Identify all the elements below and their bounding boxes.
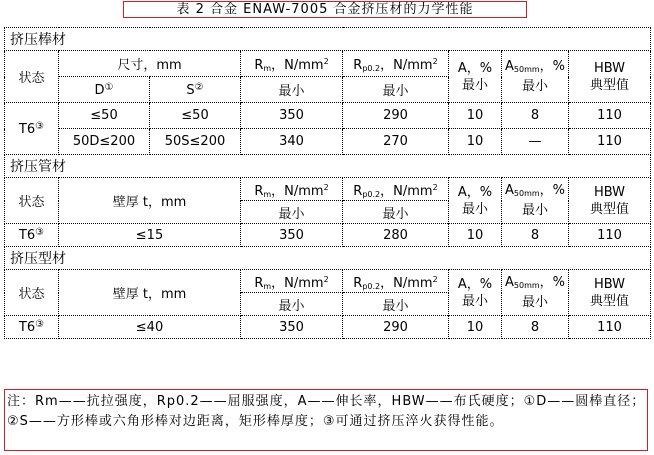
header-rm-min: 最小 [241, 201, 343, 224]
header-rp: Rp0.2，$N/mm^2$ [343, 270, 449, 293]
table-row [5, 129, 651, 155]
cell-rp: 270 [343, 129, 449, 155]
cell-state: T6③ [5, 316, 59, 339]
header-rp-min: 最小 [343, 201, 449, 224]
header-wall: 壁厚 t，mm [59, 178, 241, 224]
cell-rm: 350 [241, 103, 343, 129]
cell-a: 10 [449, 224, 502, 247]
header-rp: Rp0.2，$N/mm^2$ [343, 51, 449, 77]
header-rm: Rm，$N/mm^2$ [241, 178, 343, 201]
cell-rm: 350 [241, 316, 343, 339]
section-row-profile [5, 247, 651, 270]
header-wall: 壁厚 t，mm [59, 270, 241, 316]
header-row-1 [5, 51, 651, 77]
header-dimension: 尺寸，mm [59, 51, 241, 77]
cell-a: 10 [449, 103, 502, 129]
header-rm-min: 最小 [241, 293, 343, 316]
cell-a: 10 [449, 129, 502, 155]
table-row [5, 103, 651, 129]
cell-d: 50D≤200 [59, 129, 150, 155]
cell-state: T6③ [5, 103, 59, 155]
header-a: A，% 最小 [449, 270, 502, 316]
section-title-profile: 挤压型材 [5, 247, 651, 270]
cell-wall: ≤15 [59, 224, 241, 247]
cell-rp: 290 [343, 316, 449, 339]
header-s: S② [150, 77, 241, 103]
cell-s: ≤50 [150, 103, 241, 129]
header-a50: A50mm，% 最小 [502, 178, 569, 224]
cell-rp: 280 [343, 224, 449, 247]
header-a50: A50mm，% 最小 [502, 270, 569, 316]
cell-wall: ≤40 [59, 316, 241, 339]
cell-hbw: 110 [569, 129, 651, 155]
header-row-1 [5, 178, 651, 201]
header-row-1 [5, 270, 651, 293]
header-rm-min: 最小 [241, 77, 343, 103]
cell-hbw: 110 [569, 103, 651, 129]
table-title: 表 2 合金 ENAW-7005 合金挤压材的力学性能 [123, 1, 527, 18]
header-state: 状态 [5, 178, 59, 224]
section-title-tube: 挤压管材 [5, 155, 651, 178]
header-d: D① [59, 77, 150, 103]
cell-hbw: 110 [569, 224, 651, 247]
cell-a50: — [502, 129, 569, 155]
cell-rm: 340 [241, 129, 343, 155]
header-hbw: HBW 典型值 [569, 51, 651, 103]
cell-hbw: 110 [569, 316, 651, 339]
header-state: 状态 [5, 51, 59, 103]
header-hbw: HBW 典型值 [569, 178, 651, 224]
header-rm: Rm，$N/mm^2$ [241, 51, 343, 77]
cell-a50: 8 [502, 224, 569, 247]
cell-a: 10 [449, 316, 502, 339]
cell-rm: 350 [241, 224, 343, 247]
header-rm: Rm，$N/mm^2$ [241, 270, 343, 293]
table-row [5, 316, 651, 339]
cell-rp: 290 [343, 103, 449, 129]
cell-a50: 8 [502, 103, 569, 129]
header-a: A，% 最小 [449, 178, 502, 224]
cell-state: T6③ [5, 224, 59, 247]
section-row-bar [5, 28, 651, 51]
header-rp-min: 最小 [343, 293, 449, 316]
header-hbw: HBW 典型值 [569, 270, 651, 316]
header-rp-min: 最小 [343, 77, 449, 103]
header-rp: Rp0.2，$N/mm^2$ [343, 178, 449, 201]
section-row-tube [5, 155, 651, 178]
cell-a50: 8 [502, 316, 569, 339]
cell-s: 50S≤200 [150, 129, 241, 155]
properties-table [4, 27, 651, 339]
table-row [5, 224, 651, 247]
table-footnote: 注：Rm——抗拉强度，Rp0.2——屈服强度，A——伸长率，HBW——布氏硬度；①D——圆棒直径；②S——方形棒或六角形棒对边距离，矩形棒厚度；③可通过挤压淬火获得性能。 [4, 389, 648, 451]
cell-d: ≤50 [59, 103, 150, 129]
section-title-bar: 挤压棒材 [5, 28, 651, 51]
header-a50: A50mm，% 最小 [502, 51, 569, 103]
header-state: 状态 [5, 270, 59, 316]
header-a: A，% 最小 [449, 51, 502, 103]
